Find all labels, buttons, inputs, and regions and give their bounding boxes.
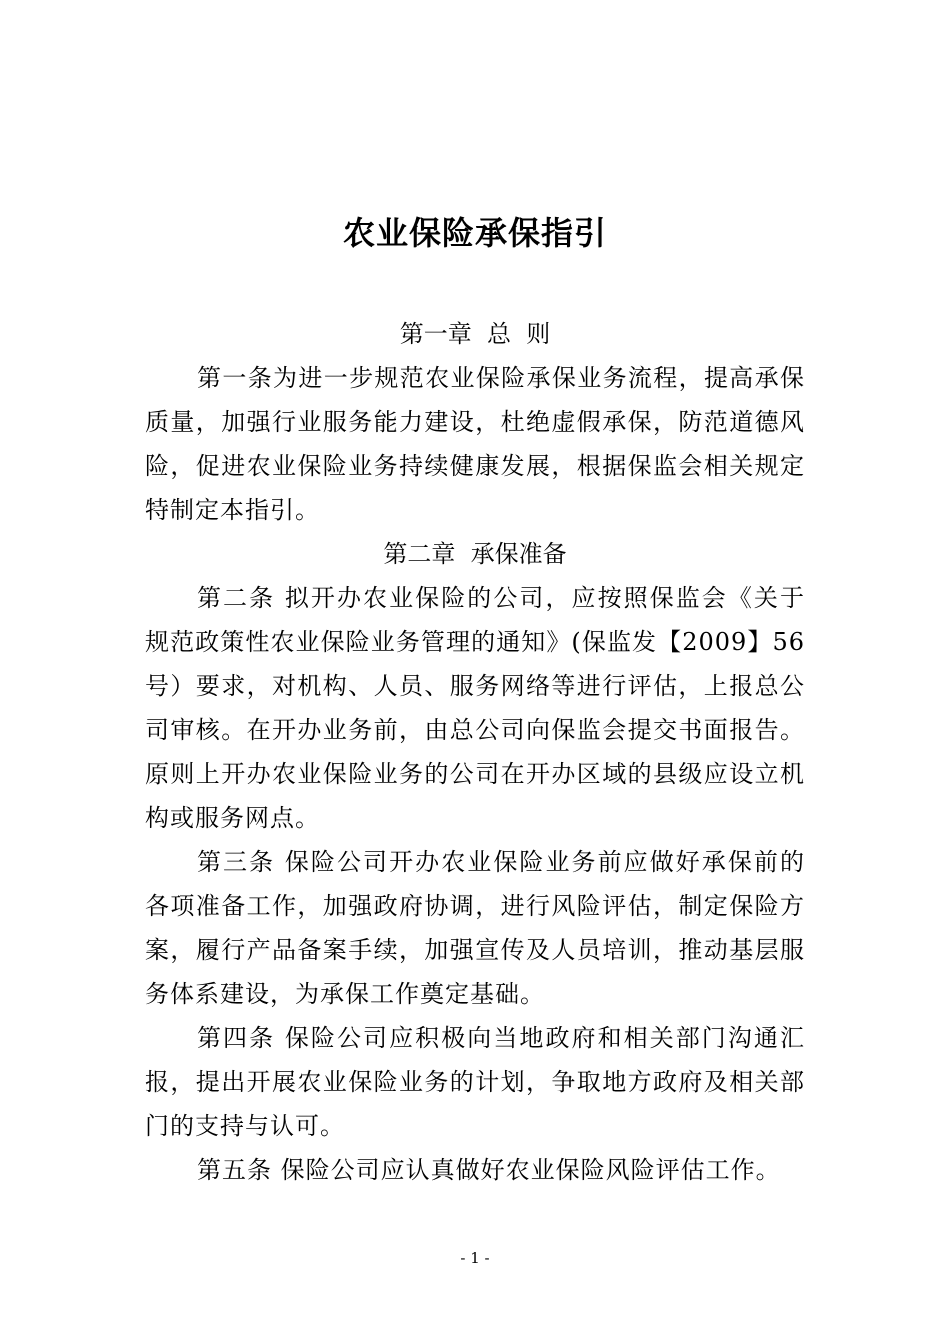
chapter-heading-2: 第二章 承保准备 xyxy=(383,540,567,568)
article-4-paragraph: 第四条 保险公司应积极向当地政府和相关部门沟通汇报，提出开展农业保险业务的计划，争取地方政府及相关部门的支持与认可。 xyxy=(145,1024,805,1140)
document-title: 农业保险承保指引 xyxy=(342,214,607,252)
article-2-paragraph: 第二条 拟开办农业保险的公司，应按照保监会《关于规范政策性农业保险业务管理的通知》(保监发【2009】56号）要求，对机构、人员、服务网络等进行评估，上报总公司审核。在开办业务前，由总公司向保监会提交书面报告。原则上开办农业保险业务的公司在开办区域的县级应设立机构或服务网点。 xyxy=(145,584,805,832)
chapter-heading-1: 第一章 总 则 xyxy=(399,320,551,348)
article-1-paragraph: 第一条为进一步规范农业保险承保业务流程，提高承保质量，加强行业服务能力建设，杜绝虚假承保，防范道德风险，促进农业保险业务持续健康发展，根据保监会相关规定特制定本指引。 xyxy=(145,364,805,524)
page-number: - 1 - xyxy=(460,1249,490,1267)
article-5-paragraph: 第五条 保险公司应认真做好农业保险风险评估工作。 xyxy=(197,1156,781,1184)
article-3-paragraph: 第三条 保险公司开办农业保险业务前应做好承保前的各项准备工作，加强政府协调，进行风险评估，制定保险方案，履行产品备案手续，加强宣传及人员培训，推动基层服务体系建设，为承保工作奠定基础。 xyxy=(145,848,805,1008)
